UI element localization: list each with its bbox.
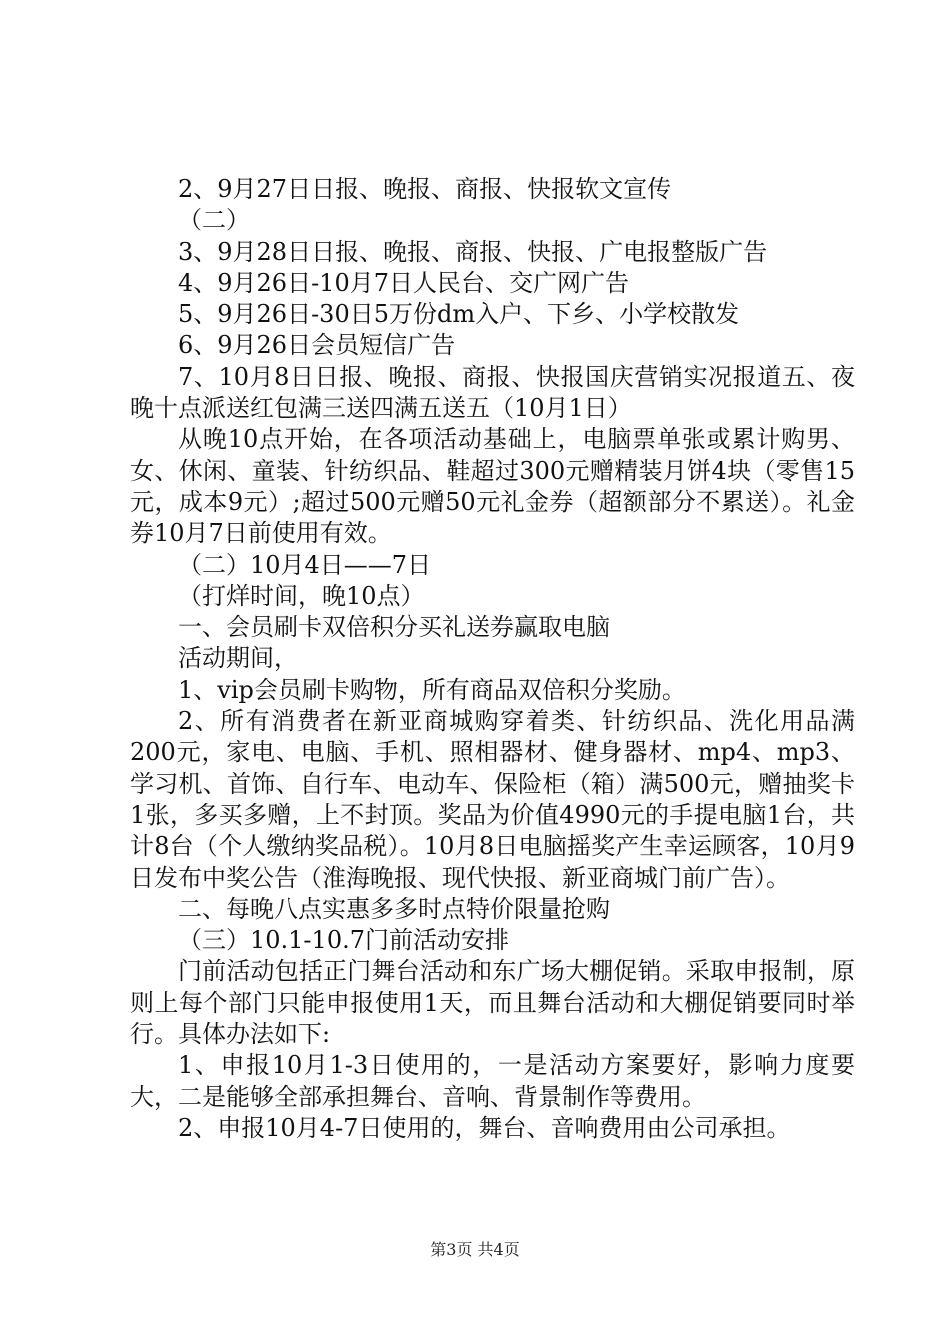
paragraph-8: 从晚10点开始，在各项活动基础上，电脑票单张或累计购男、女、休闲、童装、针纺织品、鞋超过300元赠精装月饼4块（零售15元，成本9元）;超过500元赠50元礼金券（超额部分不累送）。礼金券10月7日前使用有效。 <box>130 425 855 548</box>
paragraph-16: （三）10.1-10.7门前活动安排 <box>178 926 509 955</box>
paragraph-10: （打烊时间，晚10点） <box>178 581 425 610</box>
paragraph-2: （二） <box>178 206 250 235</box>
paragraph-11: 一、会员刷卡双倍积分买礼送券赢取电脑 <box>178 613 610 642</box>
paragraph-19: 2、申报10月4-7日使用的，舞台、音响费用由公司承担。 <box>178 1113 791 1142</box>
paragraph-14: 2、所有消费者在新亚商城购穿着类、针纺织品、洗化用品满200元，家电、电脑、手机、照相器材、健身器材、mp4、mp3、学习机、首饰、自行车、电动车、保险柜（箱）满500元，赠抽奖卡1张，多买多赠，上不封顶。奖品为价值4990元的手提电脑1台，共计8台（个人缴纳奖品税）。10月8日电脑摇奖产生幸运顾客，10月9日发布中奖公告（淮海晚报、现代快报、新亚商城门前广告）。 <box>130 707 855 892</box>
paragraph-5: 5、9月26日-30日5万份dm入户、下乡、小学校散发 <box>178 300 740 329</box>
paragraph-6: 6、9月26日会员短信广告 <box>178 331 456 360</box>
paragraph-15: 二、每晚八点实惠多多时点特价限量抢购 <box>178 894 610 923</box>
paragraph-1: 2、9月27日日报、晚报、商报、快报软文宣传 <box>178 175 672 203</box>
paragraph-3: 3、9月28日日报、晚报、商报、快报、广电报整版广告 <box>178 237 768 266</box>
page-number: 第3页 共4页 <box>430 1240 520 1259</box>
paragraph-13: 1、vip会员刷卡购物，所有商品双倍积分奖励。 <box>178 675 686 704</box>
paragraph-9: （二）10月4日——7日 <box>178 550 432 579</box>
paragraph-17: 门前活动包括正门舞台活动和东广场大棚促销。采取申报制，原则上每个部门只能申报使用1天，而且舞台活动和大棚促销要同时举行。具体办法如下: <box>130 957 855 1049</box>
document-body <box>130 174 855 1144</box>
paragraph-12: 活动期间， <box>178 644 298 673</box>
paragraph-18: 1、申报10月1-3日使用的，一是活动方案要好，影响力度要大，二是能够全部承担舞台、音响、背景制作等费用。 <box>130 1051 855 1111</box>
paragraph-4: 4、9月26日-10月7日人民台、交广网广告 <box>178 268 629 297</box>
paragraph-7: 7、10月8日日报、晚报、商报、快报国庆营销实况报道五、夜晚十点派送红包满三送四满五送五（10月1日） <box>130 362 855 423</box>
page-footer <box>0 1240 950 1260</box>
